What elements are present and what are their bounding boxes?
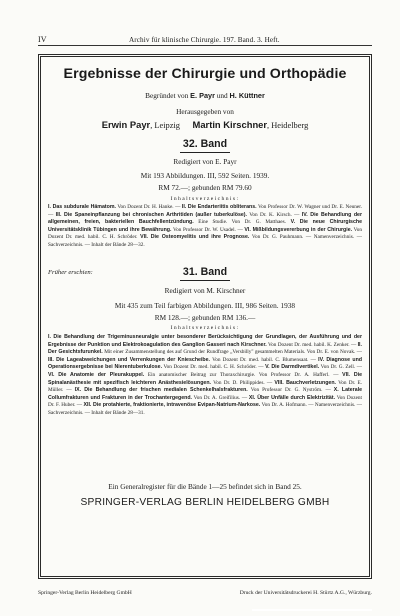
- volume-31-contents: [48, 334, 362, 477]
- toc-entry-title: V. Die neue Chirurgische Universitätsklinik Tübingen und ihre Bewährung.: [48, 219, 362, 233]
- editor-payr-city: , Leipzig: [150, 121, 180, 130]
- toc-entry-author: Von Professor Dr. W. Wagner und Dr. E. Neuner. —: [48, 204, 362, 218]
- toc-entry-author: Von Dr. A. Hofmann. — Namenverzeichnis. — Sachverzeichnis. — Inhalt der Bände 28—31.: [48, 402, 362, 416]
- toc-entry-title: VII. Die Osteomyelitis und ihre Prognose.: [140, 234, 250, 241]
- barcode-graphic: [252, 609, 372, 611]
- founders-line: [40, 91, 370, 100]
- toc-entry-title: IV. Die Behandlung der allgemeinen, freien, bakteriellen Bauchfellentzündung.: [48, 211, 362, 226]
- editor-kirschner-city: , Heidelberg: [267, 121, 309, 130]
- toc-entry-author: Von Dr. K. Kirsch. —: [247, 211, 302, 218]
- toc-entry-author: Von Dr. G. Pauhmann. — Namenverzeichnis. — Sachverzeichnis. — Inhalt der Bände 28—32.: [48, 234, 362, 248]
- toc-entry-title: II. Der Gesichtsfurunkel.: [48, 341, 362, 356]
- toc-entry-author: Mit einer Zusammenstellung des auf Grund der Rundfrage „Versbilly" gesammelten Materials. Von Dr. E. von Novak. —: [102, 349, 362, 356]
- founded-and: und: [216, 91, 228, 100]
- footer-printer: Druck der Universitätsdruckerei H. Stürtz A.G., Würzburg.: [239, 590, 372, 596]
- volume-31-rule: [180, 280, 230, 281]
- toc-entry-title: X. Laterale Collumfrakturen und Frakturen in der Trochantergegend.: [48, 387, 362, 401]
- toc-entry-title: VI. Die Anatomie der Pleurakuppel.: [48, 371, 145, 378]
- founder-payr: E. Payr: [190, 91, 215, 100]
- volume-31-heading: 31. Band: [182, 266, 228, 278]
- volume-31-details: Mit 435 zum Teil farbigen Abbildungen. III, 986 Seiten. 1938: [114, 301, 296, 310]
- toc-entry-title: VII. Die Spinalanästhesie mit spezifisch leichteren Anästhesielösungen.: [48, 371, 362, 386]
- volume-32-contents-label: Inhaltsverzeichnis:: [170, 196, 240, 202]
- published-by: Herausgegeben von: [176, 107, 234, 116]
- editor-payr: Erwin Payr: [101, 119, 151, 130]
- general-register-note: Ein Generalregister für die Bände 1—25 befindet sich in Band 25.: [108, 482, 302, 491]
- toc-entry-author: Von Dozent Dr. H. Hanke. —: [115, 204, 182, 210]
- volume-31-price: RM 128.—; gebunden RM 136.—: [154, 313, 256, 322]
- footer-publisher: Springer-Verlag Berlin Heidelberg GmbH: [38, 590, 132, 596]
- toc-entry-title: I. Das subdurale Hämatom.: [48, 204, 116, 210]
- toc-entry-author: Von Dozent Dr. med. habil. C. H. Schröder.: [48, 226, 362, 241]
- toc-entry-author: Von Dr. E. Müller. —: [48, 379, 362, 394]
- journal-title: Archiv für klinische Chirurgie. 197. Band. 3. Heft.: [128, 36, 280, 44]
- toc-entry-title: IV. Diagnose und Operationsergebnisse bei Nierentuberkulose.: [48, 356, 362, 371]
- toc-entry-author: Von Dozent Dr. med. habil. C. H. Schröder. —: [162, 364, 266, 371]
- page-number: IV: [38, 35, 47, 44]
- toc-entry-title: II. Die Endarteriitis obliterans.: [181, 204, 257, 210]
- toc-entry-author: Von Professor Dr. W. Usadel. —: [171, 226, 245, 233]
- volume-31-contents-label: Inhaltsverzeichnis:: [170, 325, 240, 331]
- toc-entry-author: Von Dozent Dr. med. habil. C. Blumensaat. —: [209, 356, 319, 363]
- toc-entry-title: VIII. Bauchverletzungen.: [274, 379, 336, 386]
- volume-32-details: Mit 193 Abbildungen. III, 592 Seiten. 1939.: [140, 171, 270, 180]
- toc-entry-title: I. Die Behandlung der Trigeminusneuralgie unter besonderer Berücksichtigung der Grundlagen, der Ausführung und der Ergebnisse der Punktion und Elektrokoagulation des Ganglion Gasseri nach Kirschner.: [48, 334, 362, 348]
- toc-entry-title: III. Die Spaneinpflanzung bei chronischen Arthritiden (außer tuberkulöse).: [55, 211, 248, 218]
- earlier-published-label: Früher erschien:: [48, 269, 93, 276]
- toc-entry-title: VI. Mißbildungsvererbung in der Chirurgie.: [244, 226, 353, 233]
- toc-entry-author: Von Professor Dr. G. Nyström. —: [247, 387, 334, 394]
- running-head: [38, 35, 372, 44]
- toc-entry-title: III. Die Lageabweichungen und Verrenkungen der Kniescheibe.: [48, 356, 210, 363]
- toc-entry-author: Von Dozent Dr. F. Huber. —: [48, 394, 362, 409]
- printer-footer: [38, 590, 372, 596]
- toc-entry-author: Ein anatomischer Beitrag zur Thoraxchirurgie. Von Professor Dr. A. Hafferl. —: [144, 371, 343, 378]
- founded-prefix: Begründet von: [145, 91, 189, 100]
- volume-32-contents: [48, 204, 362, 264]
- toc-entry-title: V. Die Darmdivertikel.: [265, 364, 320, 371]
- volume-32-rule: [180, 152, 230, 153]
- toc-entry-author: Von Dr. D. Philippides. —: [211, 379, 275, 386]
- toc-entry-author: Eine Studie. Von Dr. G. Matthaes.: [193, 219, 291, 226]
- volume-32-editor: Redigiert von E. Payr: [173, 157, 237, 166]
- editor-kirschner: Martin Kirschner: [192, 119, 268, 130]
- volume-31-editor: Redigiert von M. Kirschner: [164, 286, 246, 295]
- publisher-name: SPRINGER-VERLAG BERLIN HEIDELBERG GMBH: [80, 497, 330, 508]
- founder-kuettner: H. Küttner: [229, 91, 265, 100]
- toc-entry-author: Von Dr. A. Greifilius. —: [192, 394, 249, 401]
- header-rule: [38, 45, 372, 46]
- volume-32-heading: 32. Band: [182, 138, 228, 150]
- toc-entry-author: Von Dr. G. Zell. —: [319, 364, 362, 371]
- toc-entry-author: Von Dozent Dr. med. habil. K. Zenker. —: [266, 341, 358, 348]
- toc-entry-title: IX. Die Behandlung der frischen medialen Schenkelhalsfrakturen.: [74, 387, 248, 394]
- editors-line: [40, 119, 370, 130]
- toc-entry-title: XII. Die protahierte, fraktionierte, intravenöse Evipan-Natrium-Narkose.: [83, 402, 261, 409]
- toc-entry-title: XI. Über Unfälle durch Elektrizität.: [248, 394, 336, 401]
- volume-32-price: RM 72.—; gebunden RM 79.60: [158, 183, 252, 192]
- series-title: Ergebnisse der Chirurgie und Orthopädie: [63, 66, 347, 82]
